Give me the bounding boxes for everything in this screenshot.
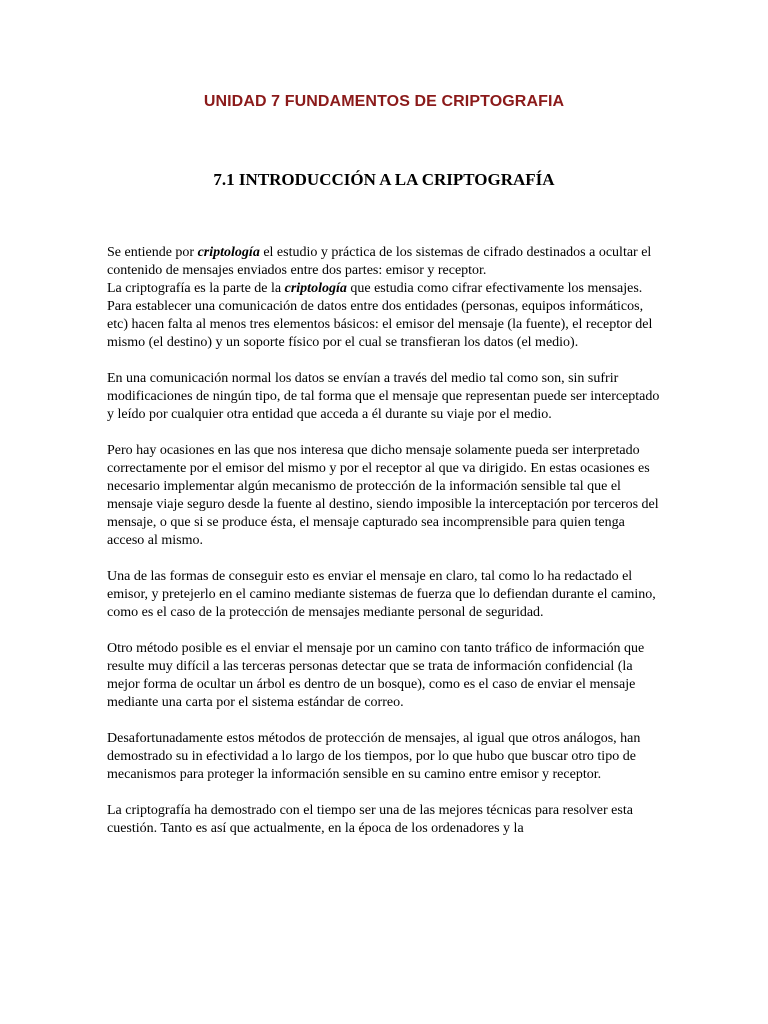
paragraph-text: Para establecer una comunicación de datos entre dos entidades (personas, equipos informáticos, etc) hacen falta al menos tres elementos básicos: el emisor del mensaje (la fuente), el receptor del mismo (el destino) y un soporte físico por el cual se transfieran los datos (el medio). <box>107 299 653 350</box>
emphasis-term: criptología <box>197 245 260 260</box>
emphasis-term: criptología <box>284 281 347 296</box>
paragraph: Pero hay ocasiones en las que nos interesa que dicho mensaje solamente pueda ser interpretado correctamente por el emisor del mismo y por el receptor al que va dirigido. En estas ocasiones es necesario implementar algún mecanismo de protección de la información sensible tal que el mensaje viaje seguro desde la fuente al destino, siendo imposible la interceptación por terceros del mensaje, o que si se produce ésta, el mensaje capturado sea incomprensible para quien tenga acceso al mismo. <box>107 443 659 548</box>
paragraph-text: La criptografía es la parte de la <box>107 281 285 296</box>
paragraph: En una comunicación normal los datos se envían a través del medio tal como son, sin sufrir modificaciones de ningún tipo, de tal forma que el mensaje que representan puede ser interceptado y leído por cualquier otra entidad que acceda a él durante su viaje por el medio. <box>107 371 660 422</box>
paragraph-definition <box>107 244 663 352</box>
paragraph-text: que estudia como cifrar efectivamente los mensajes. <box>346 281 643 296</box>
paragraph: Una de las formas de conseguir esto es enviar el mensaje en claro, tal como lo ha redactado el emisor, y pretejerlo en el camino mediante sistemas de fuerza que lo defiendan durante el camino, como es el caso de la protección de mensajes mediante personal de seguridad. <box>107 569 656 620</box>
paragraph-text: el estudio y práctica de los sistemas de cifrado destinados a ocultar el contenido de mensajes enviados entre dos partes: emisor y receptor. <box>107 245 652 278</box>
unit-title: UNIDAD 7 FUNDAMENTOS DE CRIPTOGRAFIA <box>203 93 565 110</box>
paragraph: Otro método posible es el enviar el mensaje por un camino con tanto tráfico de información que resulte muy difícil a las terceras personas detectar que se trata de información confidencial (la mejor forma de ocultar un árbol es dentro de un bosque), como es el caso de enviar el mensaje mediante una carta por el sistema estándar de correo. <box>107 641 645 710</box>
section-title: 7.1 INTRODUCCIÓN A LA CRIPTOGRAFÍA <box>213 170 555 189</box>
paragraph-text: Se entiende por <box>107 245 198 260</box>
paragraph: La criptografía ha demostrado con el tiempo ser una de las mejores técnicas para resolver esta cuestión. Tanto es así que actualmente, en la época de los ordenadores y la <box>107 803 633 836</box>
paragraph: Desafortunadamente estos métodos de protección de mensajes, al igual que otros análogos, han demostrado su in efectividad a lo largo de los tiempos, por lo que hubo que buscar otro tipo de mecanismos para proteger la información sensible en su camino entre emisor y receptor. <box>107 731 641 782</box>
document-body <box>107 244 663 856</box>
